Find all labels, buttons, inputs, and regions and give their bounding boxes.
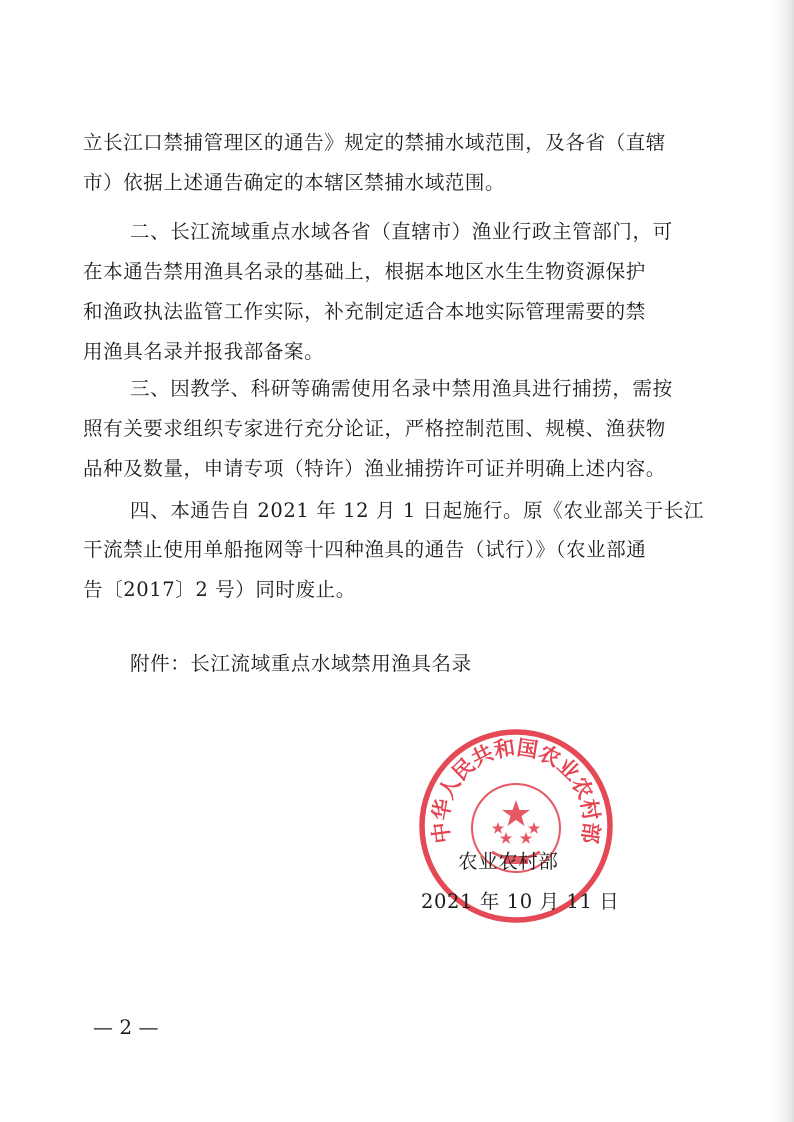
signing-organization: 农业农村部 xyxy=(458,850,559,873)
paragraph-line: 立长江口禁捕管理区的通告》规定的禁捕水域范围，及各省（直辖 xyxy=(83,131,666,154)
page-number: — 2 — xyxy=(93,1015,159,1039)
paragraph-line: 照有关要求组织专家进行充分论证，严格控制范围、规模、渔获物 xyxy=(83,417,666,440)
paragraph-line: 干流禁止使用单船拖网等十四种渔具的通告（试行）》（农业部通 xyxy=(83,538,647,561)
paragraph-line: 在本通告禁用渔具名录的基础上，根据本地区水生生物资源保护 xyxy=(83,260,646,283)
paragraph-line: 三、因教学、科研等确需使用名录中禁用渔具进行捕捞，需按 xyxy=(130,377,673,400)
signing-date: 2021 年 10 月 11 日 xyxy=(421,890,620,913)
paragraph-line: 二、长江流域重点水域各省（直辖市）渔业行政主管部门，可 xyxy=(130,220,673,243)
seal-text: 中华人民共和国农业农村部 xyxy=(428,735,604,845)
paragraph-line: 四、本通告自 2021 年 12 月 1 日起施行。原《农业部关于长江 xyxy=(130,499,705,522)
paragraph-line: 用渔具名录并报我部备案。 xyxy=(83,340,325,363)
paragraph-line: 和渔政执法监管工作实际，补充制定适合本地实际管理需要的禁 xyxy=(83,300,646,323)
scan-edge-shadow xyxy=(772,0,794,1122)
paragraph-line: 市）依据上述通告确定的本辖区禁捕水域范围。 xyxy=(83,171,506,194)
attachment-note: 附件：长江流域重点水域禁用渔具名录 xyxy=(130,652,472,675)
paragraph-line: 告〔2017〕2 号）同时废止。 xyxy=(83,578,356,601)
paragraph-line: 品种及数量，申请专项（特许）渔业捕捞许可证并明确上述内容。 xyxy=(83,457,666,480)
